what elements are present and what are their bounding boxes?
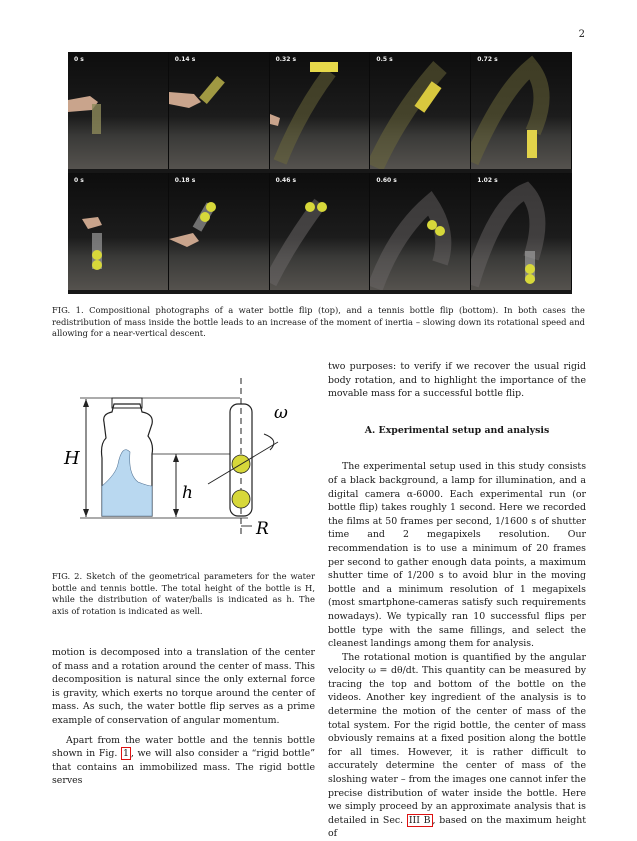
photo-frame xyxy=(169,52,270,169)
label-omega: ω xyxy=(274,403,288,423)
rotation-indicator-line xyxy=(208,442,278,484)
photo-frame xyxy=(370,52,471,169)
photo-frame xyxy=(471,52,572,169)
arrowhead-icon xyxy=(173,509,179,517)
frame-time-label: 0.46 s xyxy=(275,177,297,184)
frame-time-label: 0.5 s xyxy=(376,56,393,63)
tennis-bottle-in-motion-photo xyxy=(169,173,269,290)
figure-1-tennis-bottle-row xyxy=(68,173,572,290)
label-H: H xyxy=(64,448,80,469)
bottle-arc-photo xyxy=(270,52,370,169)
hand-holding-tennis-bottle-photo xyxy=(68,173,168,290)
figure-1-caption: FIG. 1. Compositional photographs of a water bottle flip (top), and a tennis bottle flip (bottom). In both cases the redistribution of mass inside the bottle leads to an increase of the moment of inertia – slowing down its rotational speed and allowing for a near-vertical descent. xyxy=(52,305,585,338)
right-column-text xyxy=(328,360,586,841)
frame-time-label: 0.60 s xyxy=(376,177,397,184)
section-heading: A. Experimental setup and analysis xyxy=(364,424,550,436)
photo-frame xyxy=(270,173,371,290)
section-reference-link[interactable]: III B xyxy=(408,814,431,826)
left-column-text xyxy=(52,646,315,788)
body-paragraph xyxy=(52,734,315,788)
paragraph-text: Apart from the water bottle and the tennis bottle shown in Fig. xyxy=(52,734,315,760)
photo-frame xyxy=(68,173,169,290)
figure-1-photo-grid xyxy=(68,52,572,294)
label-R: R xyxy=(256,519,269,539)
frame-time-label: 0.14 s xyxy=(174,56,196,63)
figure-2-caption: FIG. 2. Sketch of the geometrical parameters for the water bottle and tennis bottle. The total height of the bottle is H, while the distribution of water/balls is indicated as h. The axis of rotation is indicated as well. xyxy=(52,571,315,616)
paragraph-text: , we will also consider a “rigid bottle” that contains an immobilized mass. The rigid bottle serves xyxy=(52,748,315,787)
figure-reference-link[interactable]: 1 xyxy=(122,748,129,760)
photo-frame xyxy=(370,173,471,290)
arrowhead-icon xyxy=(83,509,89,517)
figure-2-sketch xyxy=(58,374,320,542)
tennis-ball-lower xyxy=(232,490,250,508)
body-paragraph: The experimental setup used in this study consists of a black background, a lamp for illumination, and a digital camera α-6000. Each experimental run (or bottle flip) takes roughly 1 second. Here we recorded the films at 50 frames per second, 1/1600 s of shutter time and 2 megapixels resolution. Our recommendation is to use a minimum of 20 frames per second to gather enough data points, a maximum shutter time of 1/200 s to avoid blur in the moving bottle and a minimum resolution of 1 megapixels (most smartphone-cameras satisfy such requirements nowadays). We typically ran 10 successful flips per bottle type with the same fillings, and select the cleanest landings among them for analysis. xyxy=(328,461,586,650)
frame-time-label: 0.72 s xyxy=(477,56,498,63)
paragraph-text: The rotational motion is quantified by the angular velocity ω = dθ/dt. This quantity can be measured by tracing the top and bottom of the bottle on the videos. Another key ingredient of the analysis is to determine the motion of the center of mass of the total system. For the rigid bottle, the center of mass obviously remains at a fixed position along the bottle for all times. However, it is rather difficult to accurately determine the center of mass of the sloshing water – from the images one cannot infer the precise distribution of water inside the bottle. Here we simply proceed by an approximate analysis that is detailed in Sec. xyxy=(328,651,586,826)
bottle-arc-photo xyxy=(370,52,470,169)
figure-1-water-bottle-row xyxy=(68,52,572,169)
hand-holding-bottle-photo xyxy=(68,52,168,169)
photo-frame xyxy=(471,173,572,290)
tennis-bottle-arc-photo xyxy=(270,173,370,290)
bottle-landing-photo xyxy=(471,52,571,169)
water-fill xyxy=(102,450,152,516)
label-h: h xyxy=(182,483,193,503)
arrowhead-icon xyxy=(173,454,179,462)
photo-frame xyxy=(68,52,169,169)
body-paragraph: motion is decomposed into a translation of the center of mass and a rotation around the center of mass. This decomposition is natural since the only external force is gravity, which exerts no torque around the center of mass. As such, the water bottle flip serves as a prime example of conservation of angular momentum. xyxy=(52,647,315,726)
body-paragraph: two purposes: to verify if we recover the usual rigid body rotation, and to highlight the importance of the movable mass for a successful bottle flip. xyxy=(328,361,586,400)
bottle-cap xyxy=(112,398,142,408)
frame-time-label: 0 s xyxy=(74,177,84,184)
page-number: 2 xyxy=(578,29,585,40)
paragraph-text: , based on the maximum height of xyxy=(328,814,587,840)
tennis-bottle-arc-photo xyxy=(370,173,470,290)
frame-time-label: 0.18 s xyxy=(174,177,196,184)
bottle-in-motion-photo xyxy=(169,52,269,169)
photo-frame xyxy=(169,173,270,290)
photo-frame xyxy=(270,52,371,169)
frame-time-label: 1.02 s xyxy=(477,177,498,184)
body-paragraph xyxy=(328,651,586,841)
frame-time-label: 0.32 s xyxy=(275,56,297,63)
tennis-bottle-landing-photo xyxy=(471,173,571,290)
arrowhead-icon xyxy=(83,399,89,407)
frame-time-label: 0 s xyxy=(74,56,84,63)
